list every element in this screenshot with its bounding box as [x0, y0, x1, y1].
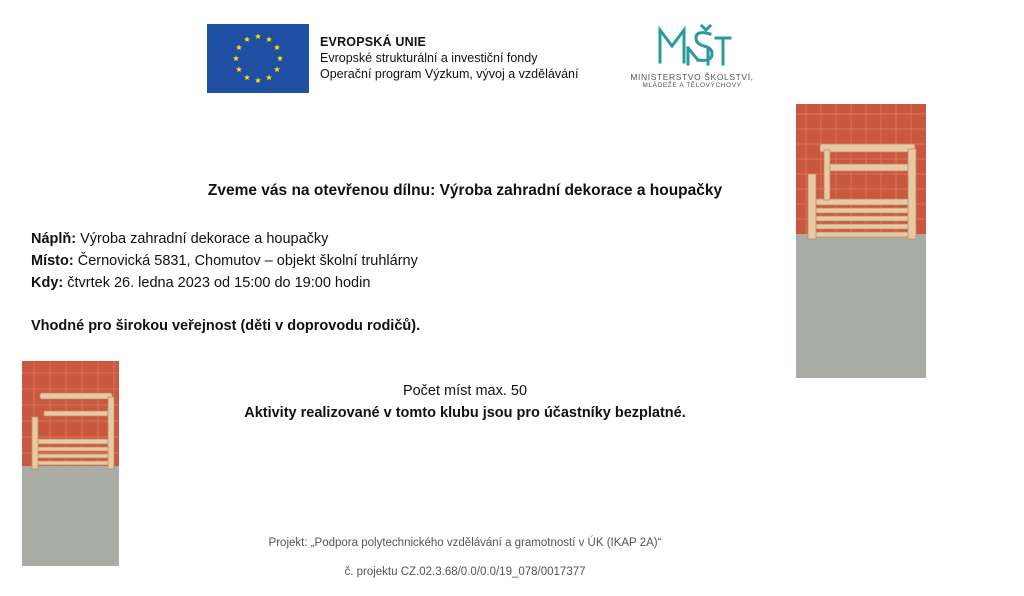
swing-photo-right — [796, 104, 926, 378]
eu-stars-icon — [207, 24, 309, 93]
detail-kdy — [31, 275, 370, 291]
detail-misto — [31, 253, 418, 269]
detail-value: čtvrtek 26. ledna 2023 od 15:00 do 19:00 hodin — [63, 275, 371, 291]
project-number: č. projektu CZ.02.3.68/0.0/0.0/19_078/0017377 — [344, 566, 586, 578]
project-name: Projekt: „Podpora polytechnického vzdělávání a gramotností v ÚK (IKAP 2A)“ — [268, 537, 662, 549]
detail-label: Místo: — [31, 253, 74, 269]
detail-label: Kdy: — [31, 275, 64, 291]
msmt-name-line2: MLÁDEŽE A TĚLOVÝCHOVY — [642, 82, 742, 89]
swing-image — [796, 104, 926, 378]
eu-flag-logo — [207, 24, 309, 93]
capacity-note: Počet míst max. 50 — [402, 383, 528, 399]
msmt-name-line1: MINISTERSTVO ŠKOLSTVÍ, — [630, 72, 754, 82]
eu-text-block — [320, 34, 578, 82]
eu-title: EVROPSKÁ UNIE — [320, 35, 427, 49]
msmt-mark-icon — [652, 24, 732, 68]
detail-label: Náplň: — [31, 231, 77, 247]
page-title: Zveme vás na otevřenou dílnu: Výroba zahradní dekorace a houpačky — [207, 182, 723, 199]
eu-program: Operační program Výzkum, vývoj a vzdělávání — [320, 67, 579, 81]
eu-subtitle: Evropské strukturální a investiční fondy — [320, 51, 538, 65]
free-note: Aktivity realizované v tomto klubu jsou pro účastníky bezplatné. — [244, 405, 686, 421]
detail-value: Výroba zahradní dekorace a houpačky — [76, 231, 329, 247]
audience-note: Vhodné pro širokou veřejnost (děti v doprovodu rodičů). — [31, 318, 421, 334]
detail-value: Černovická 5831, Chomutov – objekt školní truhlárny — [73, 253, 418, 269]
msmt-logo — [622, 24, 762, 94]
detail-naplne — [31, 231, 328, 247]
